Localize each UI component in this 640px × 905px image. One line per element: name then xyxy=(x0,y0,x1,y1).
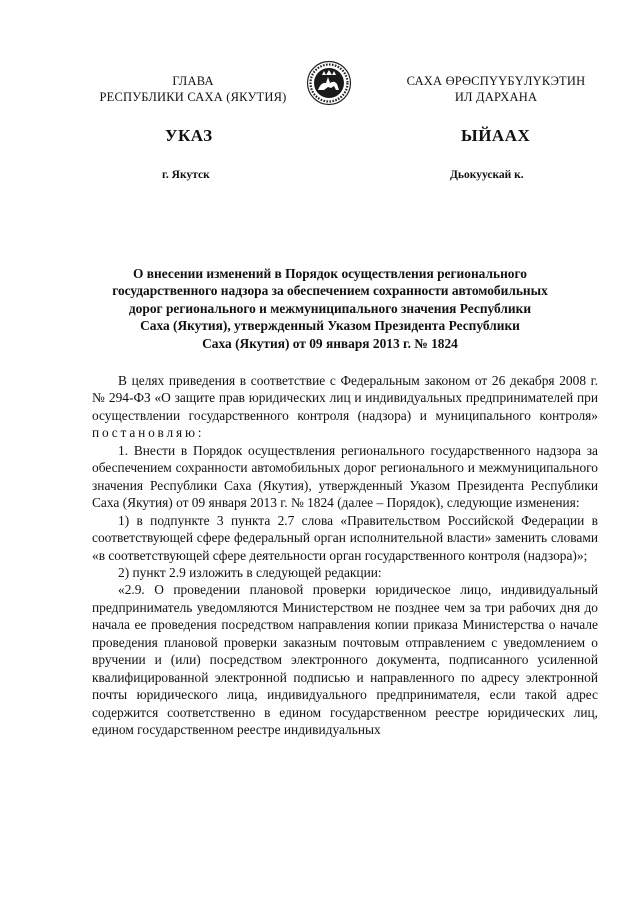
doc-type-left: УКАЗ xyxy=(165,126,213,145)
clause-2-9-paragraph: «2.9. О проведении плановой проверки юридическое лицо, индивидуальный предприниматель уведомляются Министерством не позднее чем за три рабочих дня до начала ее проведения посредством направления копии приказа Министерства о начале проведения плановой проверки заказным почтовым отправлением с уведомлением о вручении и (или) посредством электронного документа, подписанного усиленной квалифицированной электронной подписью и направленного по адресу электронной почты юридического лица, индивидуального предпринимателя, если такой адрес содержится соответственно в едином государственном реестре юридических лиц, едином государственном реестре индивидуальных xyxy=(92,582,598,738)
title-line: дорог регионального и межмуниципального значения Республики xyxy=(128,300,532,316)
subitem-2-paragraph: 2) пункт 2.9 изложить в следующей редакции: xyxy=(118,564,382,580)
decree-title xyxy=(80,265,580,352)
preamble-paragraph xyxy=(92,372,598,442)
doc-type-right: ЫЙААХ xyxy=(461,126,531,145)
issuer-right xyxy=(366,73,626,105)
issuer-right-line1: САХА ӨРӨСПҮҮБҮЛҮКЭТИН xyxy=(406,74,586,88)
coat-of-arms-icon xyxy=(306,60,352,106)
decree-body xyxy=(92,372,598,739)
title-line: Саха (Якутия), утвержденный Указом Президента Республики xyxy=(140,318,520,334)
title-line: О внесении изменений в Порядок осуществления регионального xyxy=(133,266,527,281)
resolve-word: постановляю xyxy=(92,425,198,441)
issuer-left-line1: ГЛАВА xyxy=(172,74,214,88)
city-left: г. Якутск xyxy=(162,169,210,181)
issuer-right-line2: ИЛ ДАРХАНА xyxy=(454,90,538,104)
city-right: Дьокуускай к. xyxy=(450,169,524,181)
preamble-end: : xyxy=(197,425,202,441)
title-line: государственного надзора за обеспечением сохранности автомобильных xyxy=(112,283,548,299)
issuer-left-line2: РЕСПУБЛИКИ САХА (ЯКУТИЯ) xyxy=(99,90,287,104)
item-1-paragraph: 1. Внести в Порядок осуществления регионального государственного надзора за обеспечением сохранности автомобильных дорог регионального и межмуниципального значения Республики Саха (Якутия), утвержденный Указом Президента Республики Саха (Якутия) от 09 января 2013 г. № 1824 (далее – Порядок), следующие изменения: xyxy=(92,442,598,511)
preamble-text: В целях приведения в соответствие с Федеральным законом от 26 декабря 2008 г. № 294-ФЗ «О защите прав юридических лиц и индивидуальных предпринимателей при осуществлении государственного контроля (надзора) и муниципального контроля» xyxy=(92,373,598,423)
subitem-1-paragraph: 1) в подпункте 3 пункта 2.7 слова «Правительством Российской Федерации в соответствующей сфере федеральный орган исполнительной власти» заменить словами «в соответствующей сфере деятельности орган государственного контроля (надзора)»; xyxy=(92,512,598,563)
issuer-left xyxy=(63,73,323,105)
title-line: Саха (Якутия) от 09 января 2013 г. № 1824 xyxy=(202,335,458,351)
